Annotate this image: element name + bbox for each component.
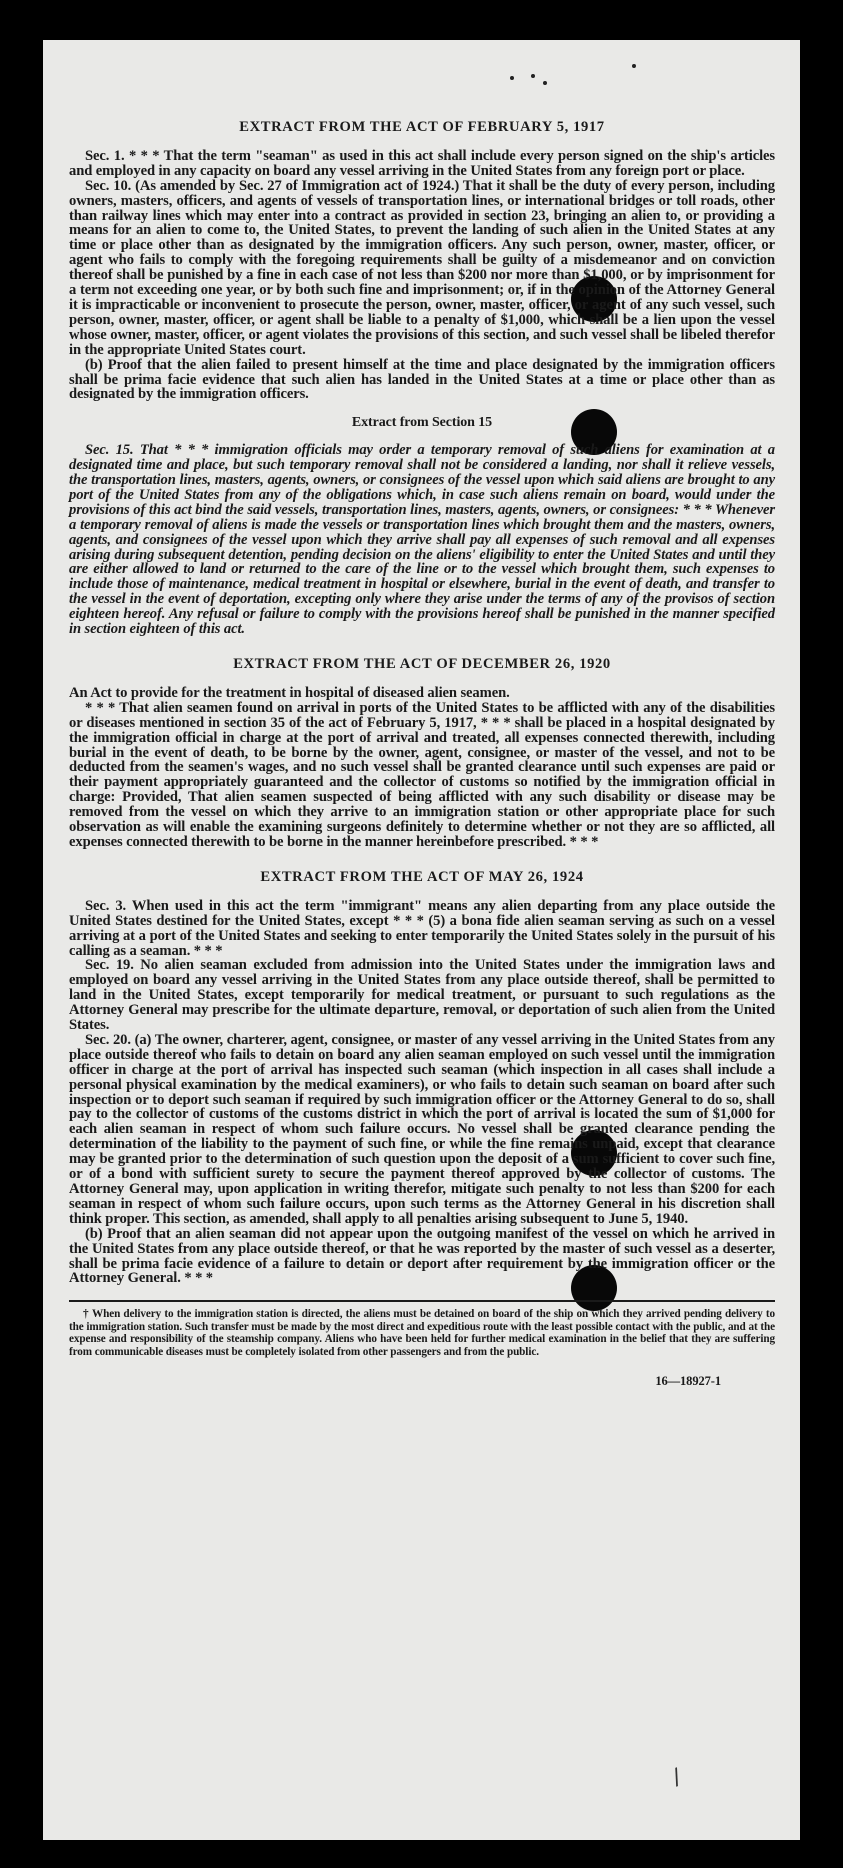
paragraph-sec-10-b: (b) Proof that the alien failed to present himself at the time and place designated by the immigration officers shall be prima facie evidence that such alien has landed in the United States at a time or place other than as designated by the immigration officers. xyxy=(69,356,775,403)
footnote: † When delivery to the immigration station is directed, the aliens must be detained on board of the ship on which they arrived pending delivery to the immigration station. Such transfer must be made by the most direct and expeditious route with the least possible contact with the public, and at the expense and responsibility of the steamship company. Aliens who have been held for further medical examination in the belief that they are suffering from communicable diseases must be completely isolated from other passengers and from the public. xyxy=(69,1308,775,1358)
act-title-line: An Act to provide for the treatment in hospital of diseased alien seamen. xyxy=(69,684,510,701)
heading-act-1924: EXTRACT FROM THE ACT OF MAY 26, 1924 xyxy=(260,868,584,885)
document-page xyxy=(43,40,800,1840)
heading-act-1920: EXTRACT FROM THE ACT OF DECEMBER 26, 1920 xyxy=(233,656,611,672)
ink-speck xyxy=(543,81,547,85)
ink-speck xyxy=(531,74,535,78)
document-body xyxy=(69,100,775,1389)
paragraph-sec-3: Sec. 3. When used in this act the term "immigrant" means any alien departing from any place outside the United States destined for the United States, except * * * (5) a bona fide alien seaman serving as such on a vessel arriving at a port of the United States and seeking to enter temporarily the United States solely in the pursuit of his calling as a seaman. * * * xyxy=(69,897,775,959)
pen-mark: / xyxy=(668,1764,685,1791)
paragraph-act-1920: * * * That alien seamen found on arrival in ports of the United States to be afflicted with any of the disabilities or diseases mentioned in section 35 of the act of February 5, 1917, * * * shall be placed in a hospital designated by the immigration official in charge at the port of arrival and treated, all expenses connected therewith, including burial in the event of death, to be borne by the owner, agent, consignee, or master of the vessel, and not to be deducted from the seamen's wages, and no such vessel shall be granted clearance until such expenses are paid or their payment appropriately guaranteed and the collector of customs so notified by the immigration official in charge: Provided, That alien seamen suspected of being afflicted with any such disability or disease may be removed from the vessel on which they arrive to an immigration station or other appropriate place for such observation as will enable the examining surgeons definitely to determine whether or not they are so afflicted, all expenses connected therewith to be borne in the manner hereinbefore prescribed. * * * xyxy=(69,699,775,850)
ink-speck xyxy=(632,64,636,68)
paragraph-sec-20-a: Sec. 20. (a) The owner, charterer, agent, consignee, or master of any vessel arriving in the United States from any place outside thereof who fails to detain on board any alien seaman employed on such vessel until the immigration officer in charge at the port of arrival has inspected such seaman (which inspection in all cases shall include a personal physical examination by the medical examiners), or who fails to detain such seaman on board after such inspection or to deport such seaman if required by such immigration officer or the Attorney General to do so, shall pay to the collector of customs of the customs district in which the port of arrival is located the sum of $1,000 for each alien seaman in respect of whom such failure occurs. No vessel shall be granted clearance pending the determination of the liability to the payment of such fine, or while the fine remains unpaid, except that clearance may be granted prior to the determination of such question upon the deposit of a sum sufficient to cover such fine, or of a bond with sufficient surety to secure the payment thereof approved by the collector of customs. The Attorney General may, upon application in writing therefor, mitigate such penalty to not less than $200 for each seaman in respect of whom such failure occurs, upon such terms as the Attorney General in his discretion shall think proper. This section, as amended, shall apply to all penalties arising subsequent to June 5, 1940. xyxy=(69,1031,775,1227)
paragraph-sec-20-b: (b) Proof that an alien seaman did not appear upon the outgoing manifest of the vessel on which he arrived in the United States from any place outside thereof, or that he was reported by the master of such vessel as a deserter, shall be prima facie evidence of a failure to detain or deport after requirement by the immigration officer or the Attorney General. * * * xyxy=(69,1225,775,1287)
ink-speck xyxy=(510,76,514,80)
footnote-divider xyxy=(69,1300,775,1302)
paragraph-sec-15: Sec. 15. That * * * immigration officials may order a temporary removal of such aliens for examination at a designated time and place, but such temporary removal shall not be considered a landing, nor shall it relieve vessels, the transportation lines, masters, agents, owners, or consignees of the vessel upon which said aliens are brought to any port of the United States from any of the obligations which, in case such aliens remain on board, would under the provisions of this act bind the said vessels, transportation lines, masters, agents, owners, or consignees: * * * Whenever a temporary removal of aliens is made the vessels or transportation lines which brought them and the masters, owners, agents, and consignees of the vessel upon which they arrive shall pay all expenses of such removal and all expenses arising during subsequent detention, pending decision on the aliens' eligibility to enter the United States and until they are either allowed to land or returned to the care of the line or to the vessel which brought them, such expenses to include those of maintenance, medical treatment in hospital or elsewhere, burial in the event of death, and transfer to the vessel in the event of deportation, excepting only where they arise under the terms of any of the provisos of section eighteen hereof. Any refusal or failure to comply with the provisions hereof shall be punished in the manner specified in section eighteen of this act. xyxy=(69,442,775,638)
paragraph-sec-19: Sec. 19. No alien seaman excluded from admission into the United States under the immigration laws and employed on board any vessel arriving in the United States from any place outside thereof, shall be permitted to land in the United States, except temporarily for medical treatment, or pursuant to such regulations as the Attorney General may prescribe for the ultimate departure, removal, or deportation of such alien from the United States. xyxy=(69,957,775,1034)
paragraph-sec-10: Sec. 10. (As amended by Sec. 27 of Immigration act of 1924.) That it shall be the duty of every person, including owners, masters, officers, and agents of vessels of transportation lines, or international bridges or toll roads, other than railway lines which may enter into a contract as provided in section 23, bringing an alien to, or providing a means for an alien to come to, the United States, to prevent the landing of such alien in the United States at any time or place other than as designated by the immigration officers. Any such person, owner, master, officer, or agent who fails to comply with the foregoing requirements shall be guilty of a misdemeanor and on conviction thereof shall be punished by a fine in each case of not less than $200 nor more than $1,000, or by imprisonment for a term not exceeding one year, or by both such fine and imprisonment; or, if in the opinion of the Attorney General it is impracticable or inconvenient to prosecute the person, owner, master, officer, or agent of any such vessel, such person, owner, master, officer, or agent shall be liable to a penalty of $1,000, which shall be a lien upon the vessel whose owner, master, officer, or agent violates the provisions of this section, and such vessel shall be libeled therefor in the appropriate United States court. xyxy=(69,177,775,358)
form-number: 16—18927-1 xyxy=(655,1373,721,1388)
heading-section-15: Extract from Section 15 xyxy=(351,415,493,431)
heading-act-1917: EXTRACT FROM THE ACT OF FEBRUARY 5, 1917 xyxy=(239,119,605,135)
paragraph-sec-1: Sec. 1. * * * That the term "seaman" as used in this act shall include every person signed on the ship's articles and employed in any capacity on board any vessel arriving in the United States from any foreign port or place. xyxy=(69,147,775,179)
